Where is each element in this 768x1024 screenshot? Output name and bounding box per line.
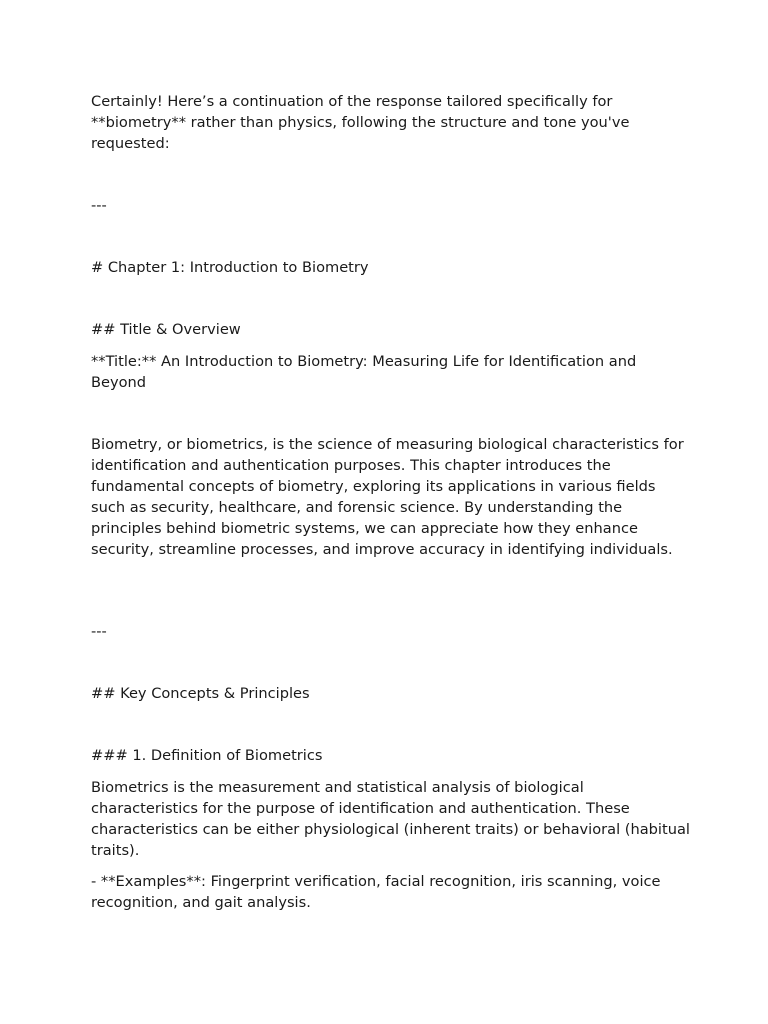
definition-paragraph: Biometrics is the measurement and statistical analysis of biological characteristics for the purpose of identification and authentication. These characteristics can be either physiological (inherent traits) or behavioral (habitual traits). — [91, 779, 690, 859]
overview-paragraph: Biometry, or biometrics, is the science of measuring biological characteristics for identification and authentication purposes. This chapter introduces the fundamental concepts of biometry, exploring its applications in various fields such as security, healthcare, and forensic science. By understanding the principles behind biometric systems, we can appreciate how they enhance security, streamline processes, and improve accuracy in identifying individuals. — [91, 436, 684, 558]
separator: --- — [91, 197, 107, 214]
subsection-heading-definition: ### 1. Definition of Biometrics — [91, 747, 323, 764]
chapter-heading: # Chapter 1: Introduction to Biometry — [91, 259, 369, 276]
section-heading-title-overview: ## Title & Overview — [91, 321, 241, 338]
examples-list-item: - **Examples**: Fingerprint verification, facial recognition, iris scanning, voice recognition, and gait analysis. — [91, 873, 661, 911]
separator: --- — [91, 623, 107, 640]
intro-paragraph: Certainly! Here’s a continuation of the response tailored specifically for **biometry** rather than physics, following the structure and tone you've requested: — [91, 93, 630, 152]
section-heading-key-concepts: ## Key Concepts & Principles — [91, 685, 310, 702]
title-line: **Title:** An Introduction to Biometry: Measuring Life for Identification and Beyond — [91, 353, 637, 391]
